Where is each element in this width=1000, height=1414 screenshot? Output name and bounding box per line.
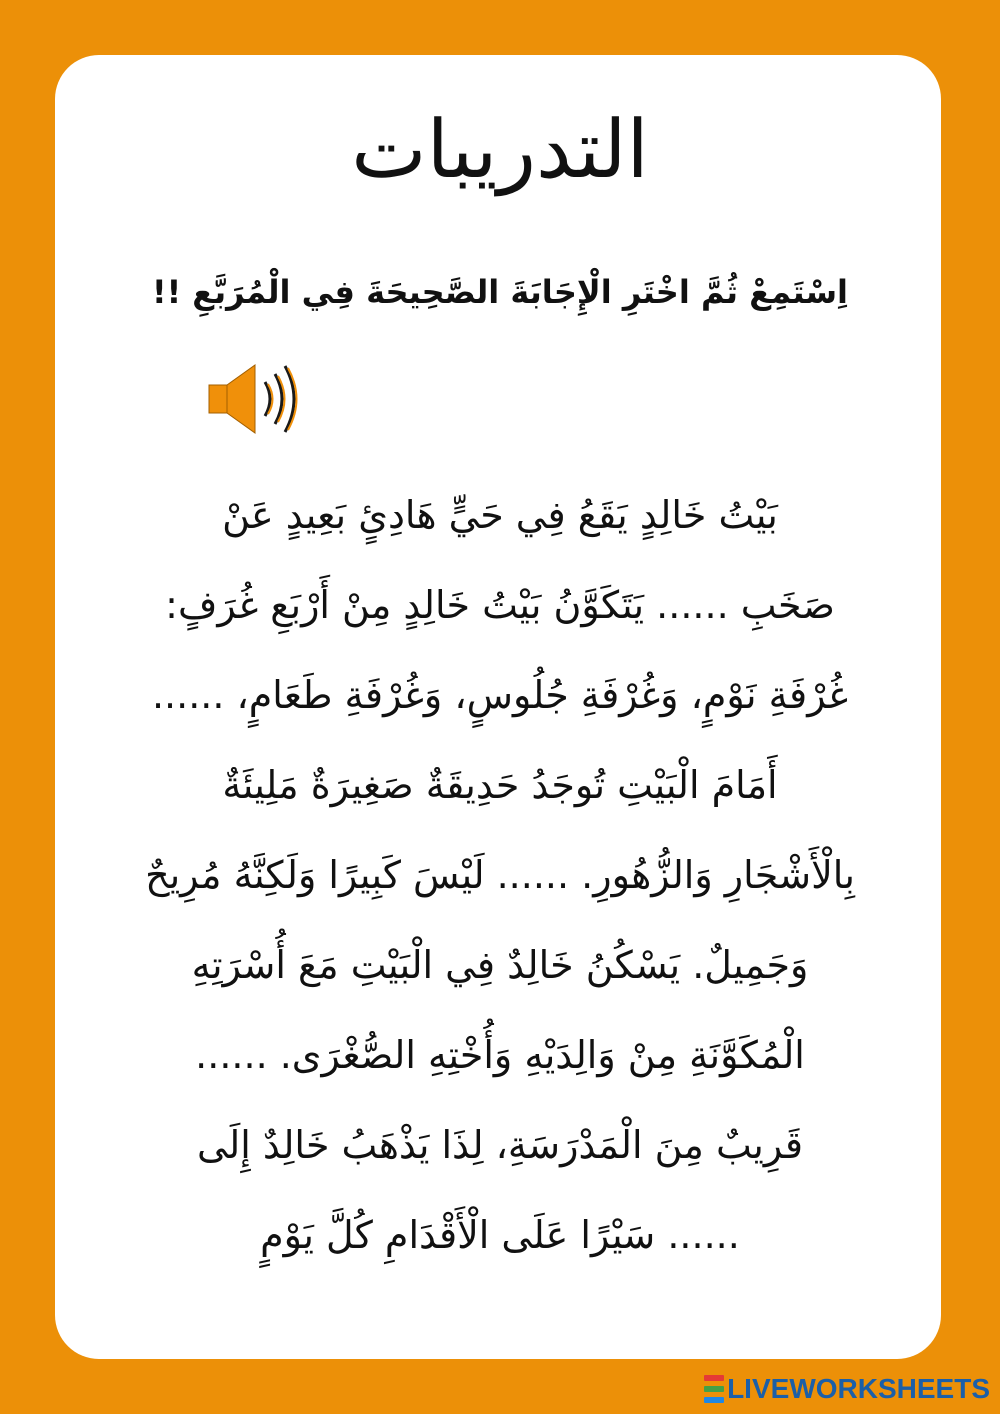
passage-line: أَمَامَ الْبَيْتِ تُوجَدُ حَدِيقَةٌ صَغِيرَةٌ مَلِيئَةٌ — [222, 763, 778, 807]
passage-line: بَيْتُ خَالِدٍ يَقَعُ فِي حَيٍّ هَادِئٍ بَعِيدٍ عَنْ — [222, 493, 778, 537]
passage-line: ...... سَيْرًا عَلَى الْأَقْدَامِ كُلَّ يَوْمٍ — [260, 1213, 740, 1257]
worksheet-title: التدريبات — [351, 103, 649, 196]
passage-line: غُرْفَةِ نَوْمٍ، وَغُرْفَةِ جُلُوسٍ، وَغُرْفَةِ طَعَامٍ، ...... — [151, 673, 849, 717]
passage-line: بِالْأَشْجَارِ وَالزُّهُورِ. ...... لَيْسَ كَبِيرًا وَلَكِنَّهُ مُرِيحٌ — [145, 853, 855, 897]
logo-text: LIVEWORKSHEETS — [727, 1373, 990, 1404]
passage-line: صَخَبِ ...... يَتَكَوَّنُ بَيْتُ خَالِدٍ مِنْ أَرْبَعِ غُرَفٍ: — [165, 583, 835, 627]
liveworksheets-logo-icon — [704, 1375, 724, 1403]
speaker-icon[interactable] — [205, 360, 305, 440]
liveworksheets-logo[interactable] — [704, 1372, 990, 1406]
reading-passage — [70, 470, 930, 1280]
instruction-text: اِسْتَمِعْ ثُمَّ اخْتَرِ الْإِجَابَةَ الصَّحِيحَةَ فِي الْمُرَبَّعِ !! — [151, 273, 849, 311]
passage-line: وَجَمِيلٌ. يَسْكُنُ خَالِدٌ فِي الْبَيْتِ مَعَ أُسْرَتِهِ — [191, 943, 809, 987]
passage-line: قَرِيبٌ مِنَ الْمَدْرَسَةِ، لِذَا يَذْهَبُ خَالِدٌ إِلَى — [196, 1123, 803, 1167]
passage-line: الْمُكَوَّنَةِ مِنْ وَالِدَيْهِ وَأُخْتِهِ الصُّغْرَى. ...... — [195, 1033, 805, 1077]
